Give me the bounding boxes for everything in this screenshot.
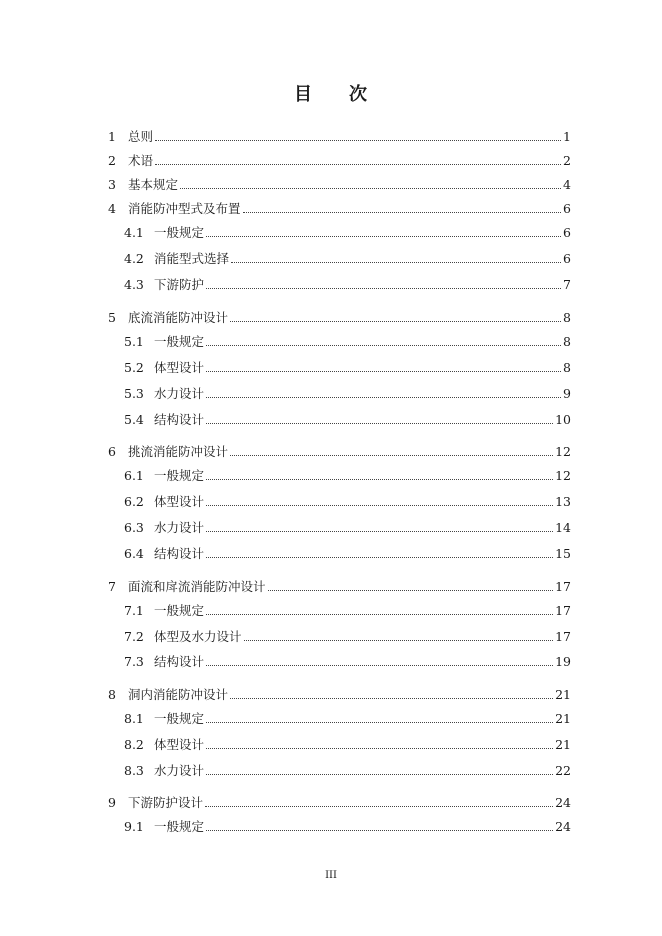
toc-entry[interactable] [124, 224, 571, 242]
toc-label: 消能型式选择 [154, 251, 230, 266]
toc-number: 4.1 [124, 225, 144, 240]
toc-entry[interactable] [108, 200, 571, 218]
leader-dots [206, 371, 561, 372]
leader-dots [206, 830, 553, 831]
toc-page: 14 [555, 520, 571, 535]
leader-dots [206, 748, 553, 749]
toc-number: 5.1 [124, 334, 144, 349]
toc-page: 8 [563, 334, 571, 349]
toc-label: 一般规定 [154, 468, 205, 483]
toc-label: 体型设计 [154, 360, 205, 375]
toc-entry[interactable] [108, 443, 571, 461]
toc-entry[interactable] [124, 653, 571, 671]
leader-dots [206, 614, 553, 615]
page-number: III [325, 870, 337, 881]
toc-entry[interactable] [108, 794, 571, 812]
leader-dots [231, 262, 561, 263]
leader-dots [244, 640, 554, 641]
toc-entry[interactable] [124, 385, 571, 403]
toc-page: 13 [555, 494, 571, 509]
toc-page: 19 [555, 654, 571, 669]
toc-page: 17 [555, 603, 571, 618]
toc-entry[interactable] [124, 628, 571, 646]
leader-dots [230, 455, 553, 456]
toc-number: 1 [108, 129, 116, 144]
leader-dots [206, 665, 553, 666]
leader-dots [206, 423, 553, 424]
toc-page: 12 [555, 468, 571, 483]
toc-number: 7.2 [124, 629, 144, 644]
leader-dots [230, 321, 561, 322]
leader-dots [206, 345, 561, 346]
toc-entry[interactable] [108, 578, 571, 596]
toc-page: 7 [563, 277, 571, 292]
toc-number: 5.2 [124, 360, 144, 375]
leader-dots [268, 590, 554, 591]
title-char-1: 目 [294, 84, 313, 105]
leader-dots [205, 806, 553, 807]
toc-page: 8 [563, 310, 571, 325]
toc-number: 8 [108, 687, 116, 702]
toc-label: 挑流消能防冲设计 [128, 444, 229, 459]
toc-label: 体型及水力设计 [154, 629, 242, 644]
leader-dots [230, 698, 553, 699]
toc-label: 体型设计 [154, 494, 205, 509]
toc-entry[interactable] [124, 710, 571, 728]
leader-dots [206, 288, 561, 289]
toc-page: 24 [555, 819, 571, 834]
toc-page: 24 [555, 795, 571, 810]
toc-entry[interactable] [124, 276, 571, 294]
toc-page: 10 [555, 412, 571, 427]
toc-entry[interactable] [124, 493, 571, 511]
toc-number: 8.1 [124, 711, 144, 726]
toc-page: 17 [555, 579, 571, 594]
toc-entry[interactable] [108, 152, 571, 170]
leader-dots [155, 140, 561, 141]
toc-number: 4 [108, 201, 116, 216]
leader-dots [243, 212, 562, 213]
leader-dots [206, 397, 561, 398]
toc-page: 1 [563, 129, 571, 144]
toc-number: 3 [108, 177, 116, 192]
leader-dots [206, 236, 561, 237]
toc-label: 总则 [128, 129, 154, 144]
toc-page: 8 [563, 360, 571, 375]
leader-dots [206, 479, 553, 480]
toc-entry[interactable] [124, 519, 571, 537]
toc-entry[interactable] [124, 545, 571, 563]
leader-dots [155, 164, 561, 165]
toc-entry[interactable] [124, 333, 571, 351]
leader-dots [206, 722, 553, 723]
toc-page: 21 [555, 687, 571, 702]
toc-label: 一般规定 [154, 711, 205, 726]
toc-number: 9 [108, 795, 116, 810]
toc-label: 水力设计 [154, 763, 205, 778]
toc-label: 下游防护 [154, 277, 205, 292]
toc-label: 一般规定 [154, 225, 205, 240]
toc-number: 5.4 [124, 412, 144, 427]
toc-label: 基本规定 [128, 177, 179, 192]
toc-number: 8.3 [124, 763, 144, 778]
toc-label: 结构设计 [154, 654, 205, 669]
toc-entry[interactable] [108, 309, 571, 327]
leader-dots [206, 531, 553, 532]
toc-entry[interactable] [124, 818, 571, 836]
toc-page: 12 [555, 444, 571, 459]
toc-page: 6 [563, 201, 571, 216]
toc-entry[interactable] [124, 602, 571, 620]
toc-number: 7 [108, 579, 116, 594]
toc-page: 21 [555, 737, 571, 752]
toc-entry[interactable] [124, 736, 571, 754]
toc-entry[interactable] [124, 411, 571, 429]
toc-number: 6.2 [124, 494, 144, 509]
toc-label: 底流消能防冲设计 [128, 310, 229, 325]
toc-number: 7.1 [124, 603, 144, 618]
toc-label: 面流和戽流消能防冲设计 [128, 579, 266, 594]
toc-number: 8.2 [124, 737, 144, 752]
leader-dots [206, 774, 553, 775]
toc-page: 17 [555, 629, 571, 644]
toc-page: 9 [563, 386, 571, 401]
toc-number: 4.2 [124, 251, 144, 266]
toc-label: 结构设计 [154, 412, 205, 427]
toc-number: 4.3 [124, 277, 144, 292]
leader-dots [206, 557, 553, 558]
toc-label: 水力设计 [154, 386, 205, 401]
toc-number: 5.3 [124, 386, 144, 401]
toc-entry[interactable] [108, 128, 571, 146]
toc-label: 水力设计 [154, 520, 205, 535]
toc-label: 一般规定 [154, 334, 205, 349]
toc-number: 7.3 [124, 654, 144, 669]
toc-label: 下游防护设计 [128, 795, 204, 810]
toc-entry[interactable] [124, 467, 571, 485]
toc-entry[interactable] [124, 359, 571, 377]
toc-number: 6.4 [124, 546, 144, 561]
toc-page: 22 [555, 763, 571, 778]
toc-number: 5 [108, 310, 116, 325]
toc-page: 6 [563, 225, 571, 240]
toc-label: 一般规定 [154, 603, 205, 618]
toc-label: 体型设计 [154, 737, 205, 752]
toc-entry[interactable] [124, 762, 571, 780]
toc-page: 15 [555, 546, 571, 561]
toc-number: 6.3 [124, 520, 144, 535]
toc-label: 结构设计 [154, 546, 205, 561]
toc-label: 一般规定 [154, 819, 205, 834]
leader-dots [180, 188, 561, 189]
toc-number: 9.1 [124, 819, 144, 834]
toc-number: 2 [108, 153, 116, 168]
toc-label: 洞内消能防冲设计 [128, 687, 229, 702]
toc-number: 6 [108, 444, 116, 459]
toc-page: 21 [555, 711, 571, 726]
toc-entry[interactable] [124, 250, 571, 268]
toc-page: 4 [563, 177, 571, 192]
title-char-2: 次 [349, 84, 368, 105]
toc-entry[interactable] [108, 686, 571, 704]
page-title [0, 80, 662, 106]
toc-number: 6.1 [124, 468, 144, 483]
toc-entry[interactable] [108, 176, 571, 194]
leader-dots [206, 505, 553, 506]
toc-label: 消能防冲型式及布置 [128, 201, 241, 216]
toc-page: 6 [563, 251, 571, 266]
toc-label: 术语 [128, 153, 154, 168]
toc-page: 2 [563, 153, 571, 168]
